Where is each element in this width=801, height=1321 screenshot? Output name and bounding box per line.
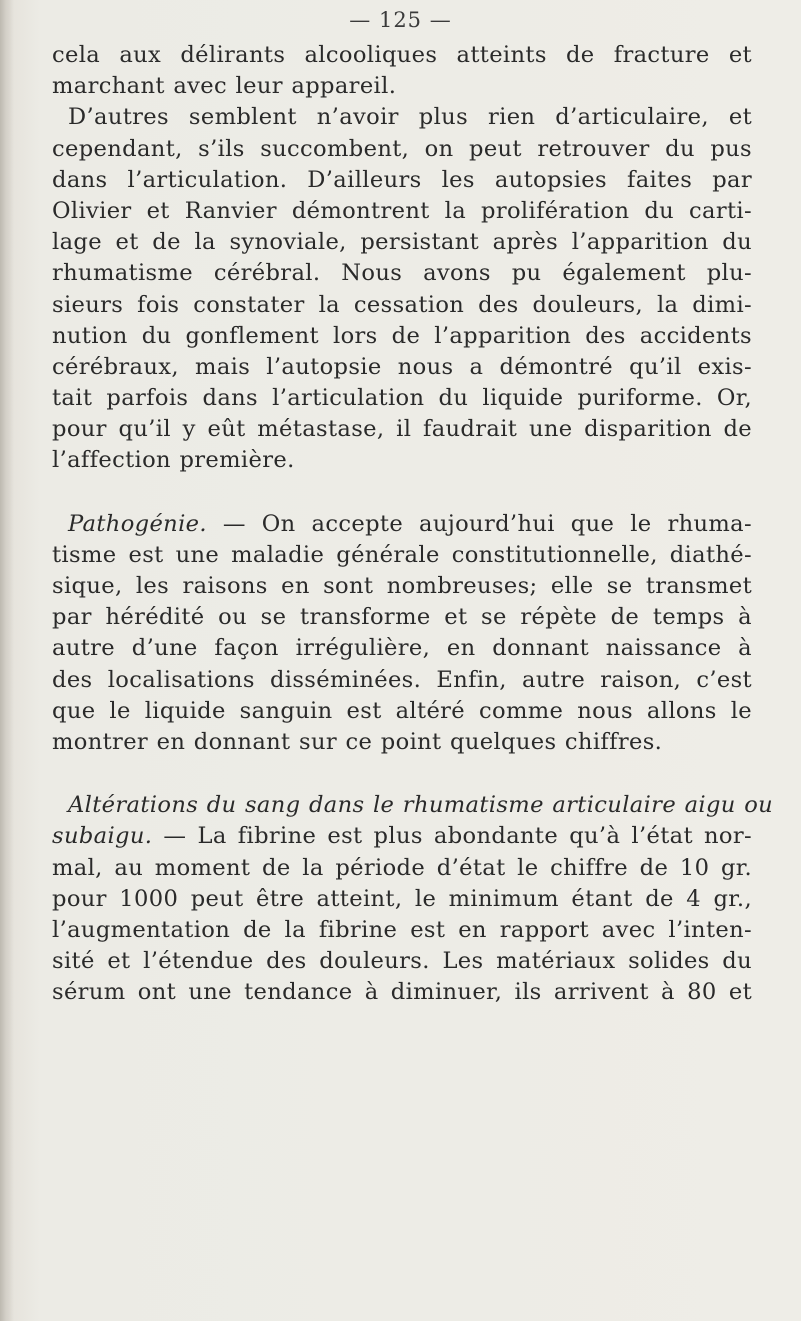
text-line: cérébraux, mais l’autopsie nous a démontré qu’il exis-: [52, 353, 752, 380]
text-line: sité et l’étendue des douleurs. Les matériaux solides du: [52, 948, 752, 975]
text-line: [52, 821, 752, 852]
section-heading-subaigu: subaigu.: [52, 823, 153, 850]
text-line-rest: — On accepte aujourd’hui que le rhuma-: [206, 510, 752, 537]
text-line: tisme est une maladie générale constitutionnelle, diathé-: [52, 541, 752, 568]
text-line: montrer en donnant sur ce point quelques chiffres.: [52, 728, 663, 755]
text-line: mal, au moment de la période d’état le chiffre de 10 gr.: [52, 854, 752, 881]
page-gutter-edge: [0, 0, 14, 1321]
text-line: cependant, s’ils succombent, on peut retrouver du pus: [52, 135, 752, 162]
text-line: pour qu’il y eût métastase, il faudrait une disparition de: [52, 416, 752, 443]
text-line-rest: — La fibrine est plus abondante qu’à l’état nor-: [152, 823, 752, 850]
page-number: — 125 —: [349, 8, 452, 32]
text-line: D’autres semblent n’avoir plus rien d’articulaire, et: [68, 104, 752, 131]
text-line: l’affection première.: [52, 447, 295, 474]
text-line: Olivier et Ranvier démontrent la prolifération du carti-: [52, 197, 752, 224]
text-line: par hérédité ou se transforme et se répète de temps à: [52, 604, 752, 631]
text-line: sieurs fois constater la cessation des douleurs, la dimi-: [52, 291, 752, 318]
text-line: rhumatisme cérébral. Nous avons pu également plu-: [52, 260, 752, 287]
text-line: sique, les raisons en sont nombreuses; elle se transmet: [52, 573, 752, 599]
text-line: que le liquide sanguin est altéré comme nous allons le: [52, 697, 752, 724]
text-line: lage et de la synoviale, persistant après l’apparition du: [52, 229, 752, 256]
text-line: cela aux délirants alcooliques atteints de fracture et: [52, 42, 752, 68]
section-heading-alterations: Altérations du sang dans le rhumatisme articulaire aigu ou: [68, 792, 774, 819]
text-line: marchant avec leur appareil.: [52, 73, 397, 100]
text-line: nution du gonflement lors de l’apparition des accidents: [52, 322, 752, 349]
text-line: dans l’articulation. D’ailleurs les autopsies faites par: [52, 166, 752, 193]
text-line: pour 1000 peut être atteint, le minimum étant de 4 gr.,: [52, 885, 752, 912]
section-heading-pathogenie: Pathogénie.: [68, 510, 207, 537]
text-line: l’augmentation de la fibrine est en rapport avec l’inten-: [52, 916, 752, 943]
text-line: tait parfois dans l’articulation du liquide puriforme. Or,: [52, 385, 752, 412]
text-line: sérum ont une tendance à diminuer, ils arrivent à 80 et: [52, 979, 752, 1006]
text-line: [52, 509, 752, 540]
body-text: [52, 40, 774, 1008]
paragraph-gap: [52, 477, 752, 509]
text-line: autre d’une façon irrégulière, en donnant naissance à: [52, 635, 752, 662]
text-line: des localisations disséminées. Enfin, autre raison, c’est: [52, 666, 752, 693]
paragraph-gap: [52, 758, 752, 790]
